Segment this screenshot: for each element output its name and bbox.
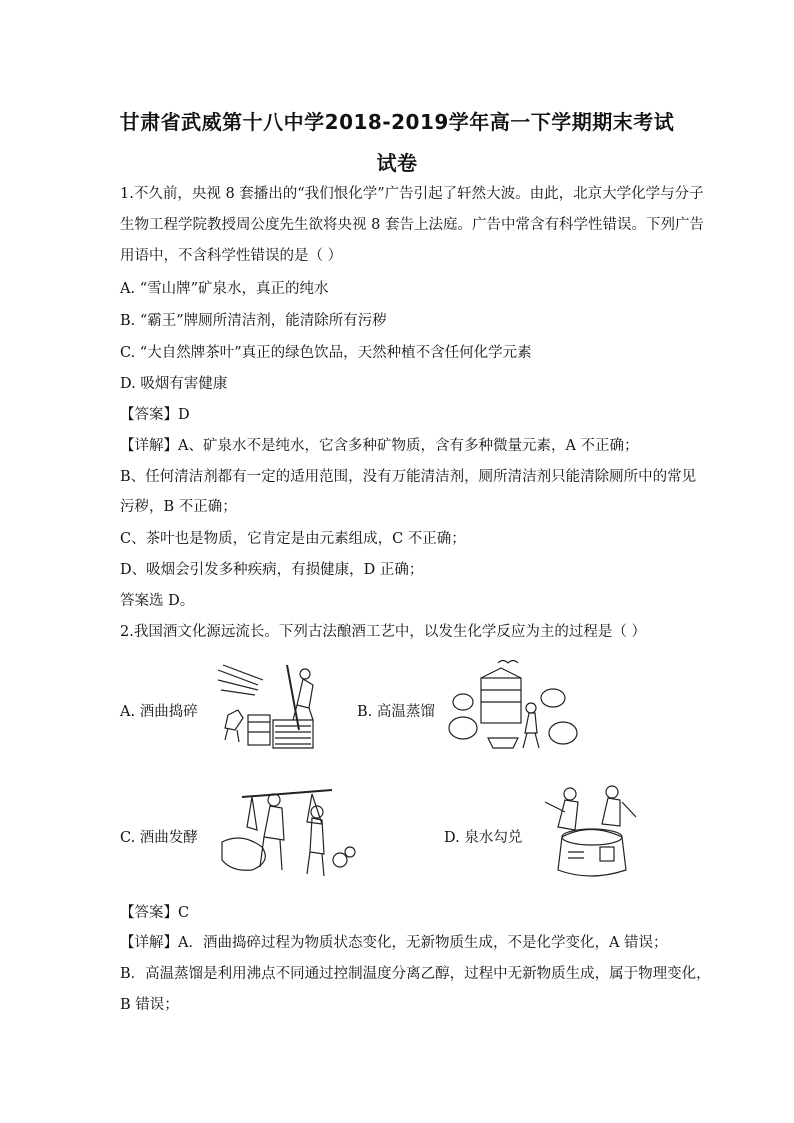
q1-stem-line: 1.不久前，央视 8 套播出的“我们恨化学”广告引起了轩然大波。由此，北京大学化学与分子	[120, 186, 704, 202]
grinding-illustration	[213, 660, 323, 750]
q1-answer: 【答案】D	[120, 407, 190, 423]
q2-option-d-label: D. 泉水勾兑	[444, 830, 523, 846]
distilling-illustration	[443, 658, 583, 753]
q2-option-b-label: B. 高温蒸馏	[357, 704, 435, 720]
q2-answer: 【答案】C	[120, 905, 190, 921]
q2-detail-line: B．高温蒸馏是利用沸点不同通过控制温度分离乙醇，过程中无新物质生成，属于物理变化，	[120, 966, 711, 982]
q1-option-a: A. “雪山牌”矿泉水，真正的纯水	[120, 281, 329, 297]
document-title-line2: 试卷	[376, 151, 418, 175]
q1-option-c: C. “大自然牌茶叶”真正的绿色饮品，天然种植不含任何化学元素	[120, 345, 532, 361]
q1-detail-line: 答案选 D。	[120, 593, 195, 609]
fermenting-illustration	[212, 782, 358, 880]
q2-option-c-label: C. 酒曲发酵	[120, 830, 198, 846]
document-title-line1: 甘肃省武威第十八中学2018-2019学年高一下学期期末考试	[119, 110, 675, 134]
q1-detail-line: 污秽，B 不正确；	[120, 499, 237, 515]
q1-detail-line: C、茶叶也是物质，它肯定是由元素组成，C 不正确；	[120, 531, 466, 547]
q1-option-d: D. 吸烟有害健康	[120, 376, 228, 392]
q1-option-b: B. “霸王”牌厕所清洁剂，能清除所有污秽	[120, 313, 387, 329]
q2-detail-line: 【详解】A．酒曲捣碎过程为物质状态变化，无新物质生成，不是化学变化，A 错误；	[120, 935, 668, 951]
q1-detail-line: 【详解】A、矿泉水不是纯水，它含多种矿物质，含有多种微量元素，A 不正确；	[120, 438, 639, 454]
q2-stem: 2.我国酒文化源远流长。下列古法酿酒工艺中，以发生化学反应为主的过程是（ ）	[120, 624, 646, 640]
q1-detail-line: B、任何清洁剂都有一定的适用范围，没有万能清洁剂，厕所清洁剂只能清除厕所中的常见	[120, 469, 697, 485]
blending-illustration	[540, 782, 640, 882]
q2-option-a-label: A. 酒曲捣碎	[120, 704, 198, 720]
q1-detail-line: D、吸烟会引发多种疾病，有损健康，D 正确；	[120, 562, 424, 578]
q1-stem-line: 生物工程学院教授周公度先生欲将央视 8 套告上法庭。广告中常含有科学性错误。下列广告	[120, 217, 704, 233]
q1-stem-line: 用语中，不含科学性错误的是（ ）	[120, 248, 343, 264]
q2-detail-line: B 错误；	[120, 997, 179, 1013]
